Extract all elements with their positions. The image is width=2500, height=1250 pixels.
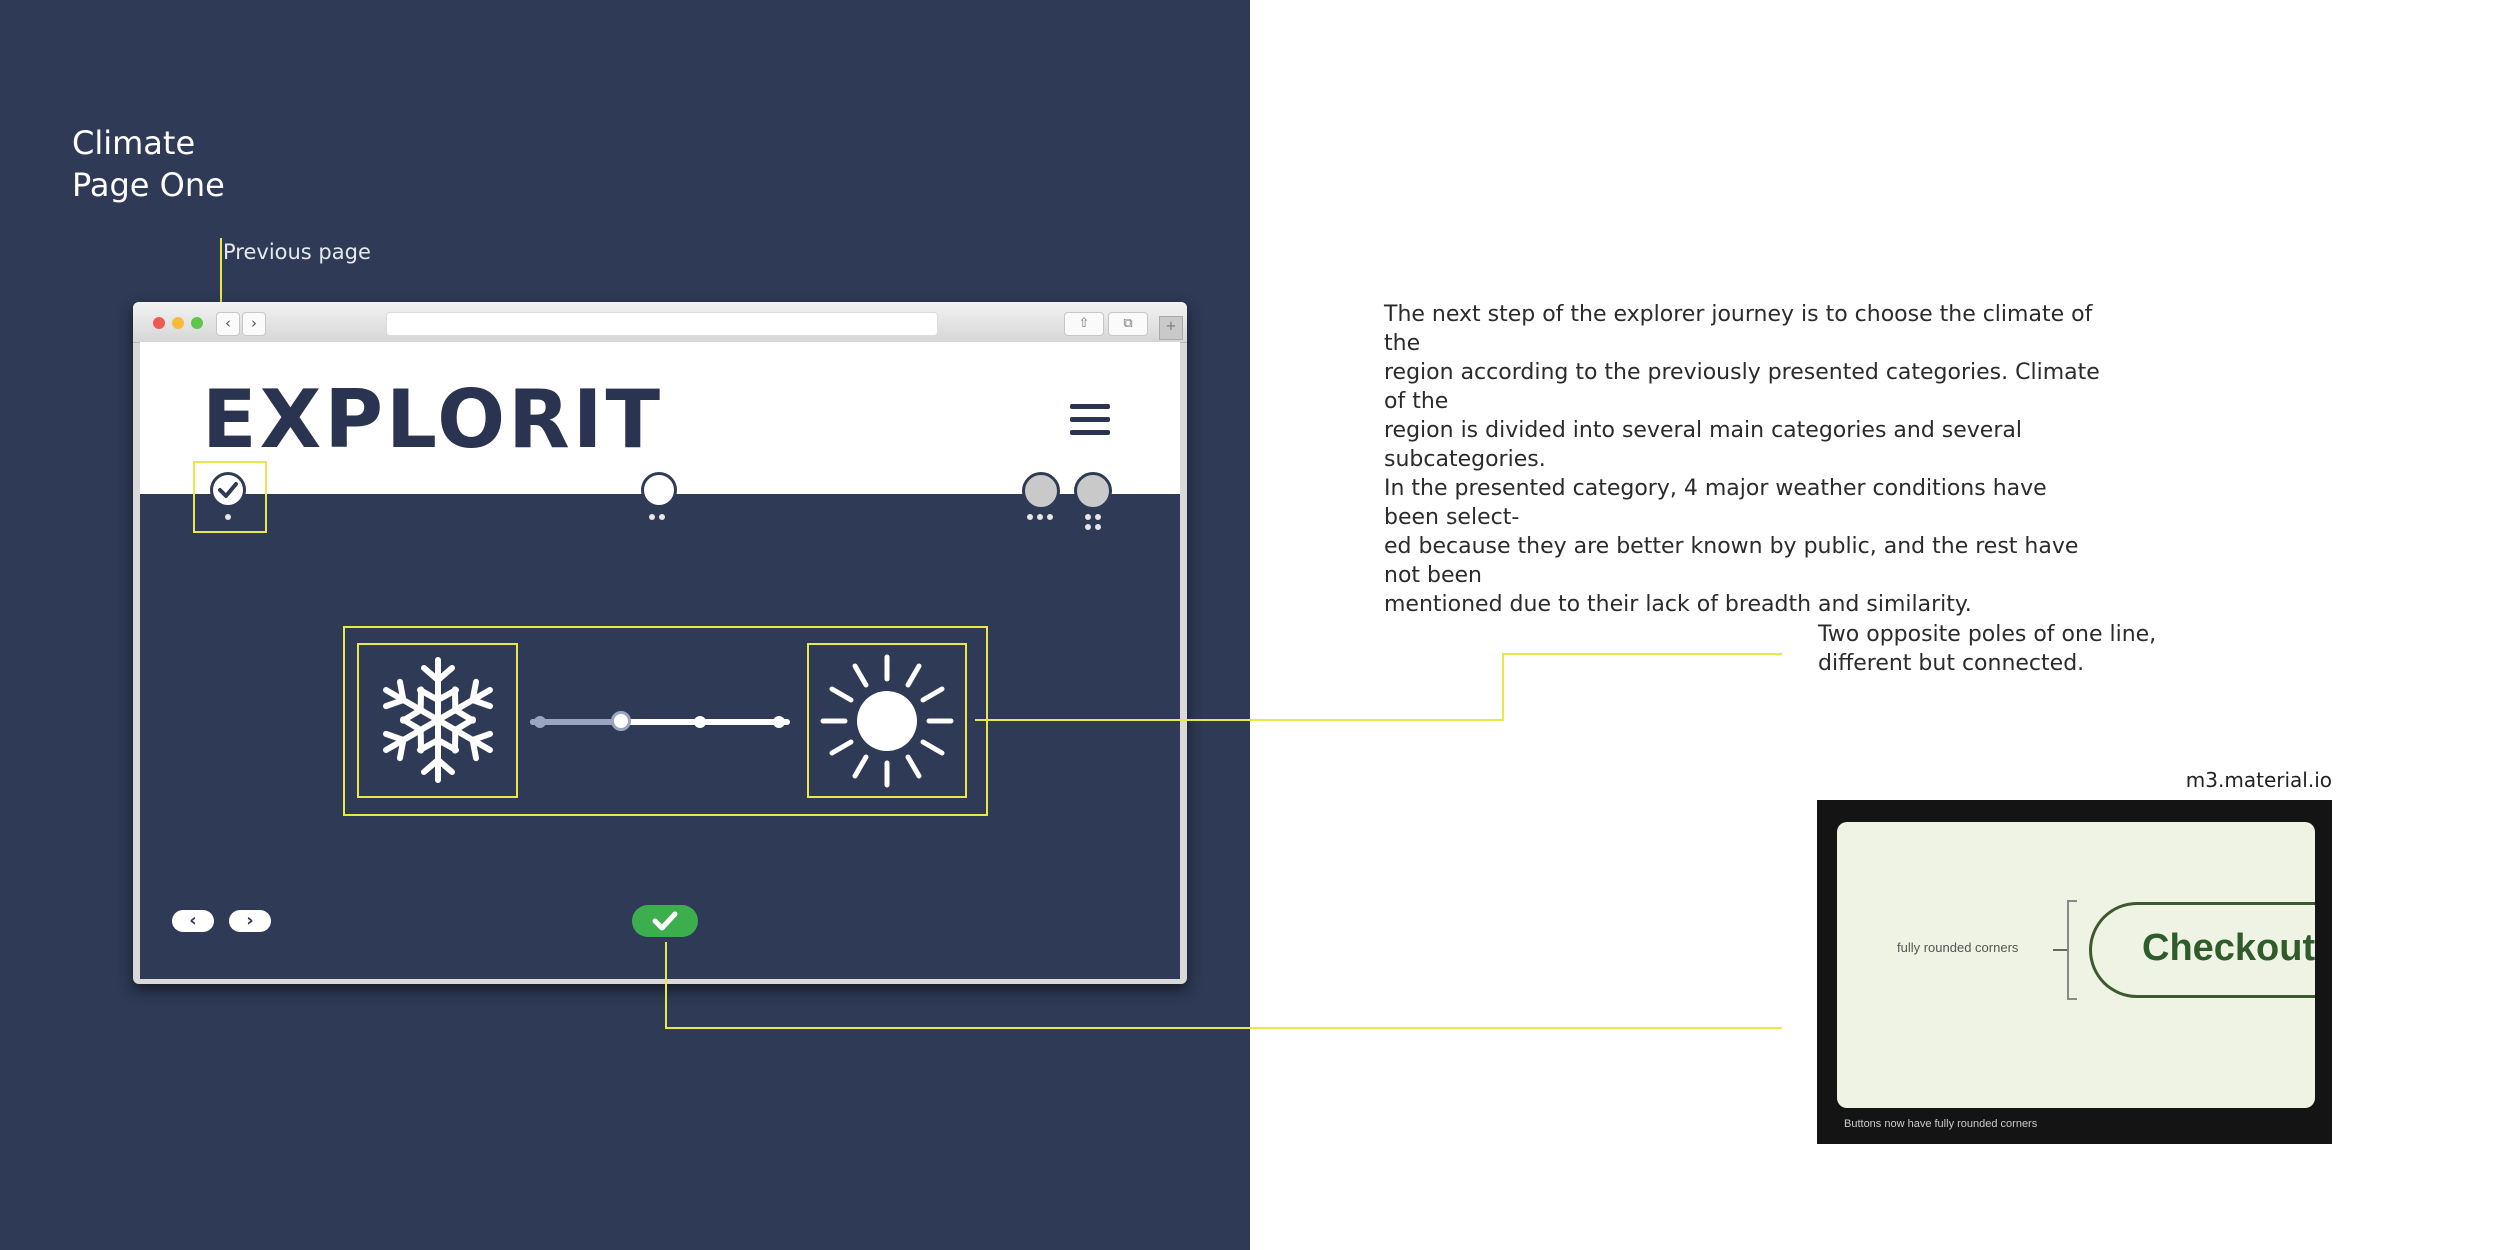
reference-screenshot <box>1817 800 2332 1144</box>
reference-checkout-label: Checkout <box>2142 927 2315 969</box>
page-title <box>72 122 225 206</box>
new-tab-button[interactable]: + <box>1159 316 1183 340</box>
step-2-current[interactable] <box>641 472 677 508</box>
reference-source[interactable]: m3.material.io <box>2185 768 2332 792</box>
reference-checkout-button <box>2089 902 2315 998</box>
tabs-button[interactable]: ⧉ <box>1108 312 1148 336</box>
hot-option[interactable] <box>807 643 967 798</box>
reference-card <box>1837 822 2315 1108</box>
page-title-line2: Page One <box>72 166 225 204</box>
climate-slider-thumb[interactable] <box>611 711 631 731</box>
next-page-button[interactable]: › <box>229 910 271 932</box>
poles-leader-top <box>1502 653 1782 655</box>
confirm-leader-horizontal <box>665 1027 1782 1029</box>
cold-option[interactable] <box>357 643 518 798</box>
share-button[interactable]: ⇧ <box>1064 312 1104 336</box>
poles-leader-horizontal <box>975 719 1503 721</box>
confirm-leader-vertical <box>665 942 667 1028</box>
sun-icon <box>817 651 957 791</box>
reference-bracket <box>2067 900 2077 1000</box>
prev-page-button[interactable]: ‹ <box>172 910 214 932</box>
description-line: In the presented category, 4 major weather conditions have been select- <box>1384 476 2047 530</box>
previous-page-annotation: Previous page <box>223 240 371 264</box>
description-line: region is divided into several main categories and several subcategories. <box>1384 418 2022 472</box>
description-line: The next step of the explorer journey is to choose the climate of the <box>1384 302 2093 356</box>
reference-corner-label: fully rounded corners <box>1897 940 2019 955</box>
browser-back-button[interactable]: ‹ <box>216 312 240 336</box>
browser-forward-button[interactable]: › <box>242 312 266 336</box>
slider-stop-4[interactable] <box>773 716 785 728</box>
poles-leader-vertical <box>1502 653 1504 721</box>
step-3-dots <box>1027 514 1053 520</box>
step-4-dots <box>1085 514 1105 530</box>
step-3-upcoming[interactable] <box>1022 472 1060 510</box>
poles-callout-line1: Two opposite poles of one line, <box>1818 622 2157 647</box>
slider-stop-1[interactable] <box>534 716 546 728</box>
page-title-line1: Climate <box>72 124 196 162</box>
confirm-check-icon <box>632 905 698 937</box>
step-2-dots <box>649 514 665 520</box>
hamburger-icon[interactable] <box>1070 404 1110 438</box>
step-4-upcoming[interactable] <box>1074 472 1112 510</box>
browser-toolbar <box>133 302 1187 343</box>
confirm-button[interactable] <box>632 905 698 937</box>
description-line: region according to the previously presented categories. Climate of the <box>1384 360 2100 414</box>
poles-callout <box>1818 620 2178 678</box>
poles-callout-line2: different but connected. <box>1818 651 2085 676</box>
description-line: ed because they are better known by public, and the rest have not been <box>1384 534 2079 588</box>
maximize-window-dot[interactable] <box>191 317 203 329</box>
step-1-highlight <box>193 461 267 533</box>
description-text <box>1384 300 2104 619</box>
minimize-window-dot[interactable] <box>172 317 184 329</box>
snowflake-icon <box>373 655 503 785</box>
reference-caption: Buttons now have fully rounded corners <box>1844 1118 2038 1130</box>
reference-pointer <box>2053 949 2067 951</box>
site-logo[interactable]: EXPLORIT <box>202 373 664 466</box>
slider-stop-3[interactable] <box>694 716 706 728</box>
description-line: mentioned due to their lack of breadth and similarity. <box>1384 592 1972 617</box>
address-bar[interactable] <box>386 312 938 336</box>
close-window-dot[interactable] <box>153 317 165 329</box>
